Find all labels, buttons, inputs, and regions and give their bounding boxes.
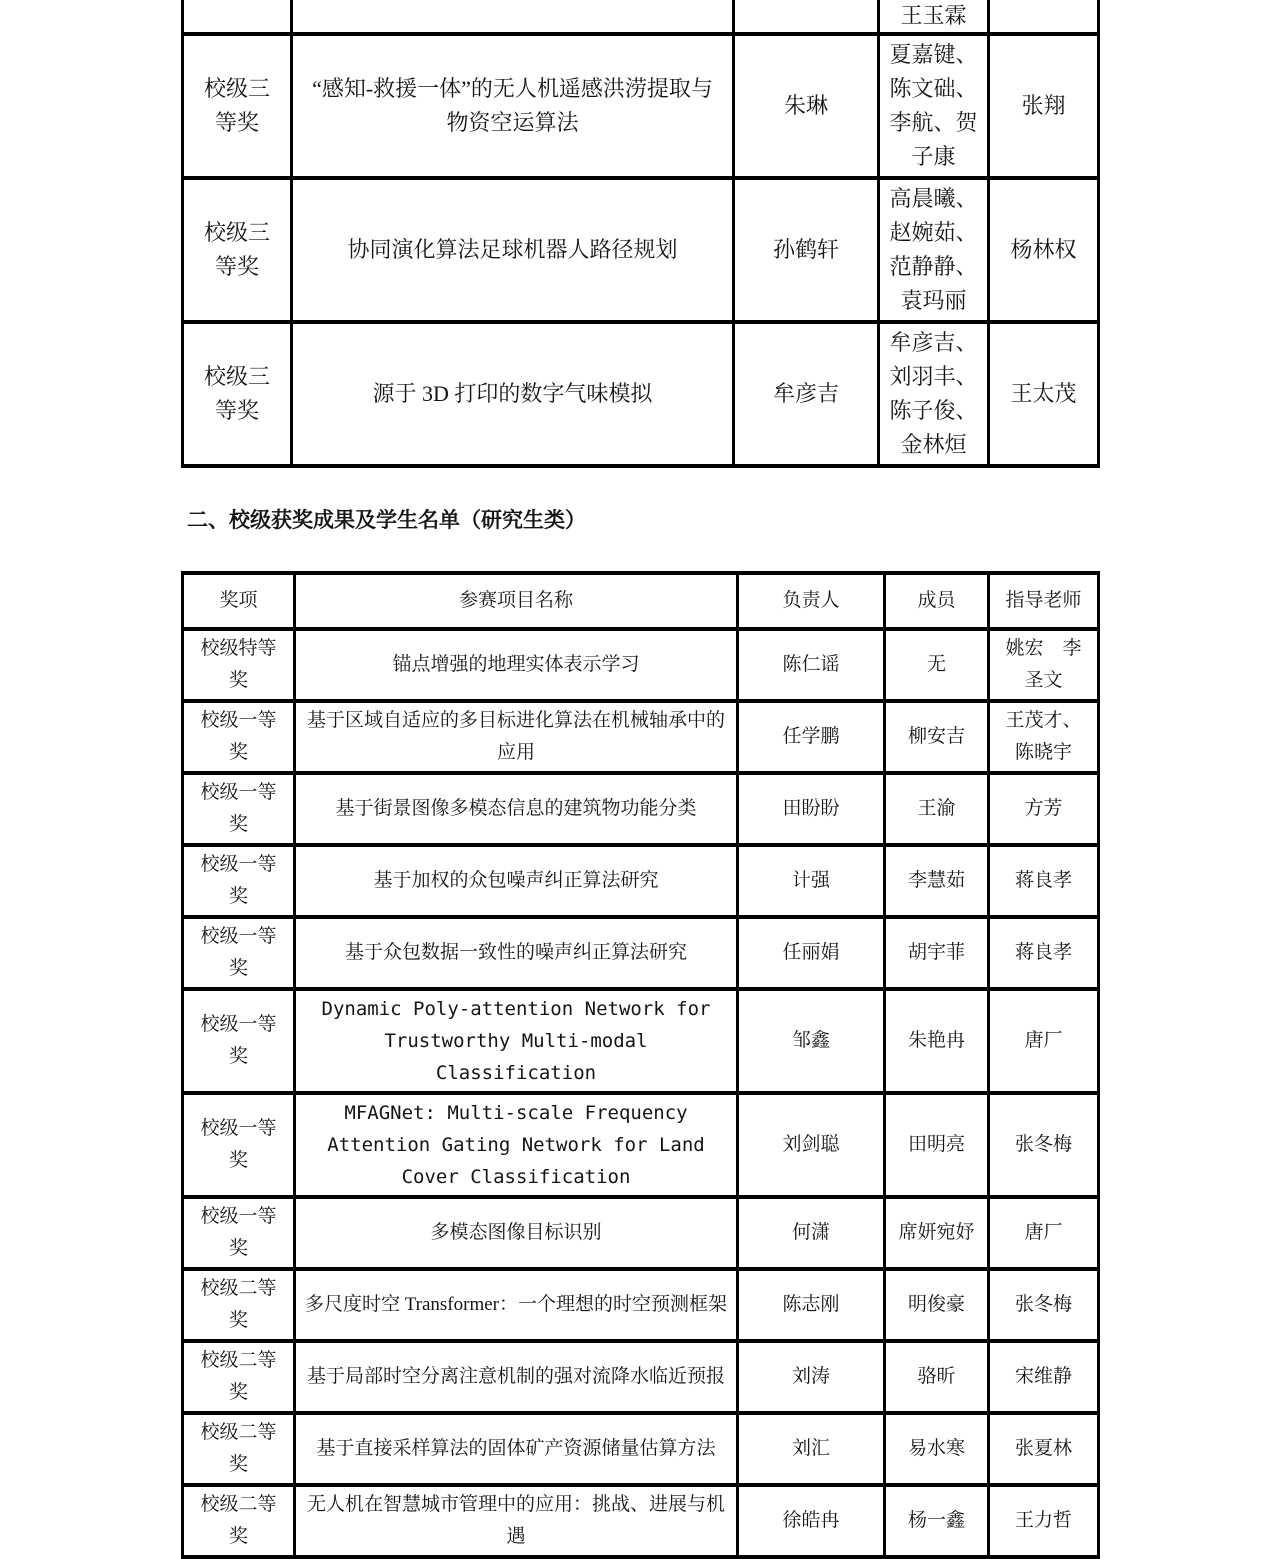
cell-project: MFAGNet: Multi-scale Frequency Attention Gating Network for Land Cover Classification (295, 1093, 738, 1197)
header-project: 参赛项目名称 (295, 573, 738, 629)
cell-leader: 田盼盼 (738, 773, 885, 845)
cell-advisor: 王力哲 (989, 1485, 1099, 1557)
cell-award: 校级三等奖 (183, 178, 292, 322)
cell-project: 基于直接采样算法的固体矿产资源储量估算方法 (295, 1413, 738, 1485)
cell-advisor: 蒋良孝 (989, 845, 1099, 917)
section-heading: 二、校级获奖成果及学生名单（研究生类） (187, 508, 586, 532)
cell-award: 校级二等奖 (183, 1413, 295, 1485)
cell-members: 柳安吉 (885, 701, 989, 773)
undergrad-table-partial-row (183, 0, 1099, 34)
cell-project: 协同演化算法足球机器人路径规划 (292, 178, 734, 322)
cell-members: 夏嘉键、陈文础、李航、贺子康 (879, 34, 989, 178)
cell-award: 校级二等奖 (183, 1269, 295, 1341)
table-row (183, 0, 1099, 34)
cell-members: 田明亮 (885, 1093, 989, 1197)
cell-award: 校级一等奖 (183, 845, 295, 917)
cell-members: 牟彦吉、刘羽丰、陈子俊、金林烜 (879, 322, 989, 466)
cell-advisor: 王茂才、陈晓宇 (989, 701, 1099, 773)
undergrad-table-body (183, 34, 1099, 466)
cell-leader: 任学鹏 (738, 701, 885, 773)
table-row (183, 178, 1099, 322)
cell-project: 多模态图像目标识别 (295, 1197, 738, 1269)
cell-leader: 陈志刚 (738, 1269, 885, 1341)
cell-award: 校级三等奖 (183, 322, 292, 466)
header-leader: 负责人 (738, 573, 885, 629)
table-row (183, 1341, 1099, 1413)
grad-awards-table (181, 571, 1100, 1559)
cell-advisor: 蒋良孝 (989, 917, 1099, 989)
cell-project: “感知-救援一体”的无人机遥感洪涝提取与物资空运算法 (292, 34, 734, 178)
header-award: 奖项 (183, 573, 295, 629)
cell-members: 易水寒 (885, 1413, 989, 1485)
cell-award: 校级一等奖 (183, 773, 295, 845)
cell-members: 席妍宛妤 (885, 1197, 989, 1269)
cell-leader: 何潇 (738, 1197, 885, 1269)
table-row (183, 1485, 1099, 1557)
cell-award: 校级三等奖 (183, 34, 292, 178)
cell-award: 校级一等奖 (183, 1093, 295, 1197)
cell-advisor: 杨林权 (989, 178, 1099, 322)
spacer (181, 535, 1097, 571)
cell-leader: 刘剑聪 (738, 1093, 885, 1197)
cell-leader: 计强 (738, 845, 885, 917)
table-header-row (183, 573, 1099, 629)
cell-advisor: 宋维静 (989, 1341, 1099, 1413)
cell-members: 李慧茹 (885, 845, 989, 917)
table-row (183, 1269, 1099, 1341)
table-row (183, 917, 1099, 989)
cell-project: 基于局部时空分离注意机制的强对流降水临近预报 (295, 1341, 738, 1413)
table-row (183, 629, 1099, 701)
cell-project (292, 0, 734, 34)
cell-members: 王渝 (885, 773, 989, 845)
table-row (183, 34, 1099, 178)
table-row (183, 1413, 1099, 1485)
cell-members: 明俊豪 (885, 1269, 989, 1341)
cell-award: 校级一等奖 (183, 1197, 295, 1269)
table-row (183, 322, 1099, 466)
cell-advisor: 张冬梅 (989, 1269, 1099, 1341)
grad-table-header (183, 573, 1099, 629)
cell-members: 骆昕 (885, 1341, 989, 1413)
cell-project: 多尺度时空 Transformer：一个理想的时空预测框架 (295, 1269, 738, 1341)
cell-advisor: 唐厂 (989, 1197, 1099, 1269)
cell-leader: 陈仁谣 (738, 629, 885, 701)
table-row (183, 845, 1099, 917)
cell-advisor: 唐厂 (989, 989, 1099, 1093)
table-row (183, 989, 1099, 1093)
cell-project: 基于众包数据一致性的噪声纠正算法研究 (295, 917, 738, 989)
cell-award: 校级二等奖 (183, 1341, 295, 1413)
cell-leader: 牟彦吉 (734, 322, 879, 466)
table-row (183, 773, 1099, 845)
cell-leader: 刘汇 (738, 1413, 885, 1485)
header-advisor: 指导老师 (989, 573, 1099, 629)
cell-leader: 孙鹤轩 (734, 178, 879, 322)
cell-leader: 邹鑫 (738, 989, 885, 1093)
cell-leader (734, 0, 879, 34)
cell-award: 校级一等奖 (183, 701, 295, 773)
cell-project: 无人机在智慧城市管理中的应用：挑战、进展与机遇 (295, 1485, 738, 1557)
cell-project: 基于区域自适应的多目标进化算法在机械轴承中的应用 (295, 701, 738, 773)
cell-project: 基于加权的众包噪声纠正算法研究 (295, 845, 738, 917)
cell-project: 锚点增强的地理实体表示学习 (295, 629, 738, 701)
cell-award (183, 0, 292, 34)
table-row (183, 1197, 1099, 1269)
cell-advisor: 张翔 (989, 34, 1099, 178)
cell-advisor: 姚宏 李圣文 (989, 629, 1099, 701)
document-page (181, 0, 1097, 1559)
cell-advisor (989, 0, 1099, 34)
cell-members: 杨一鑫 (885, 1485, 989, 1557)
cell-members: 无 (885, 629, 989, 701)
cell-advisor: 方芳 (989, 773, 1099, 845)
cell-project: 基于街景图像多模态信息的建筑物功能分类 (295, 773, 738, 845)
cell-award: 校级一等奖 (183, 989, 295, 1093)
header-members: 成员 (885, 573, 989, 629)
cell-award: 校级一等奖 (183, 917, 295, 989)
cell-members: 胡宇菲 (885, 917, 989, 989)
cell-leader: 刘涛 (738, 1341, 885, 1413)
cell-project: 源于 3D 打印的数字气味模拟 (292, 322, 734, 466)
cell-advisor: 张冬梅 (989, 1093, 1099, 1197)
cell-award: 校级二等奖 (183, 1485, 295, 1557)
cell-leader: 任丽娟 (738, 917, 885, 989)
undergrad-awards-table (181, 0, 1100, 468)
cell-advisor: 王太茂 (989, 322, 1099, 466)
grad-table-body (183, 629, 1099, 1557)
cell-advisor: 张夏林 (989, 1413, 1099, 1485)
cell-project: Dynamic Poly-attention Network for Trustworthy Multi-modal Classification (295, 989, 738, 1093)
cell-members: 王玉霖 (879, 0, 989, 34)
cell-members: 高晨曦、赵婉茹、范静静、袁玛丽 (879, 178, 989, 322)
cell-leader: 徐皓冉 (738, 1485, 885, 1557)
table-row (183, 1093, 1099, 1197)
cell-leader: 朱琳 (734, 34, 879, 178)
table-row (183, 701, 1099, 773)
cell-members: 朱艳冉 (885, 989, 989, 1093)
cell-award: 校级特等奖 (183, 629, 295, 701)
